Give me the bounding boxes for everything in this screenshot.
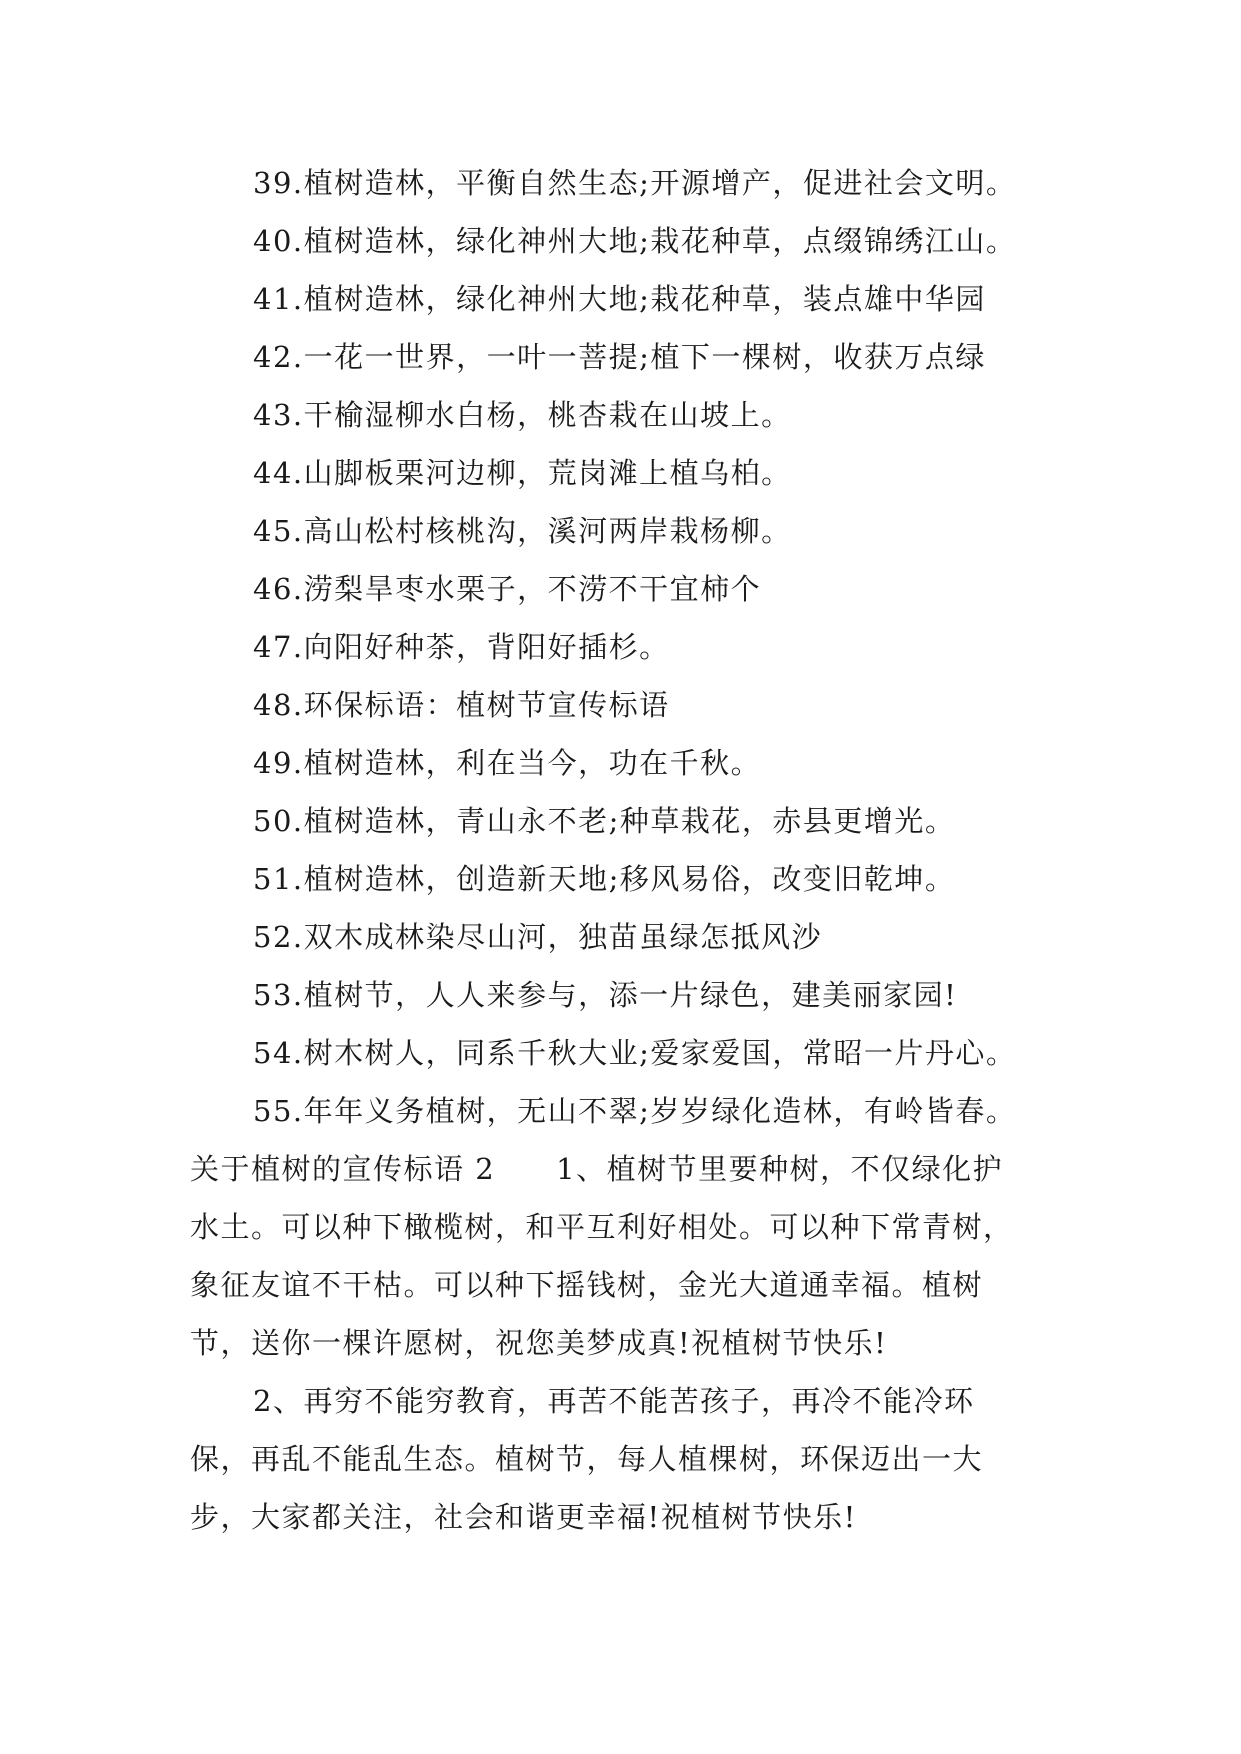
- paragraph-line: 水土。可以种下橄榄树，和平互利好相处。可以种下常青树，: [190, 1210, 1014, 1244]
- slogan-item: 50.植树造林，青山永不老;种草栽花，赤县更增光。: [253, 804, 956, 838]
- slogan-item: 53.植树节，人人来参与，添一片绿色，建美丽家园!: [253, 978, 958, 1012]
- slogan-item: 51.植树造林，创造新天地;移风易俗，改变旧乾坤。: [253, 862, 956, 896]
- slogan-item: 44.山脚板栗河边柳，荒岗滩上植乌柏。: [253, 456, 792, 490]
- paragraph-line: 保，再乱不能乱生态。植树节，每人植棵树，环保迈出一大: [190, 1442, 984, 1476]
- slogan-item: 39.植树造林，平衡自然生态;开源增产，促进社会文明。: [253, 166, 1017, 200]
- slogan-item: 55.年年义务植树，无山不翠;岁岁绿化造林，有岭皆春。: [253, 1094, 1017, 1128]
- slogan-item: 41.植树造林，绿化神州大地;栽花种草，装点雄中华园: [253, 282, 986, 316]
- paragraph-line: 关于植树的宣传标语 2 1、植树节里要种树，不仅绿化护: [190, 1152, 1004, 1186]
- slogan-item: 40.植树造林，绿化神州大地;栽花种草，点缀锦绣江山。: [253, 224, 1017, 258]
- slogan-item: 54.树木树人，同系千秋大业;爱家爱国，常昭一片丹心。: [253, 1036, 1017, 1070]
- slogan-item: 45.高山松村核桃沟，溪河两岸栽杨柳。: [253, 514, 792, 548]
- slogan-item: 47.向阳好种茶，背阳好插杉。: [253, 630, 670, 664]
- paragraph-line: 象征友谊不干枯。可以种下摇钱树，金光大道通幸福。植树: [190, 1268, 984, 1302]
- paragraph-line: 节，送你一棵许愿树，祝您美梦成真!祝植树节快乐!: [190, 1326, 888, 1360]
- slogan-item: 46.涝梨旱枣水栗子，不涝不干宜柿个: [253, 572, 762, 606]
- slogan-item: 42.一花一世界，一叶一菩提;植下一棵树，收获万点绿: [253, 340, 986, 374]
- slogan-item: 52.双木成林染尽山河，独苗虽绿怎抵风沙: [253, 920, 823, 954]
- slogan-item: 49.植树造林，利在当今，功在千秋。: [253, 746, 762, 780]
- slogan-item: 43.干榆湿柳水白杨，桃杏栽在山坡上。: [253, 398, 792, 432]
- paragraph-line: 2、再穷不能穷教育，再苦不能苦孩子，再冷不能冷环: [253, 1384, 975, 1418]
- paragraph-line: 步，大家都关注，社会和谐更幸福!祝植树节快乐!: [190, 1500, 857, 1534]
- slogan-item: 48.环保标语：植树节宣传标语: [253, 688, 670, 722]
